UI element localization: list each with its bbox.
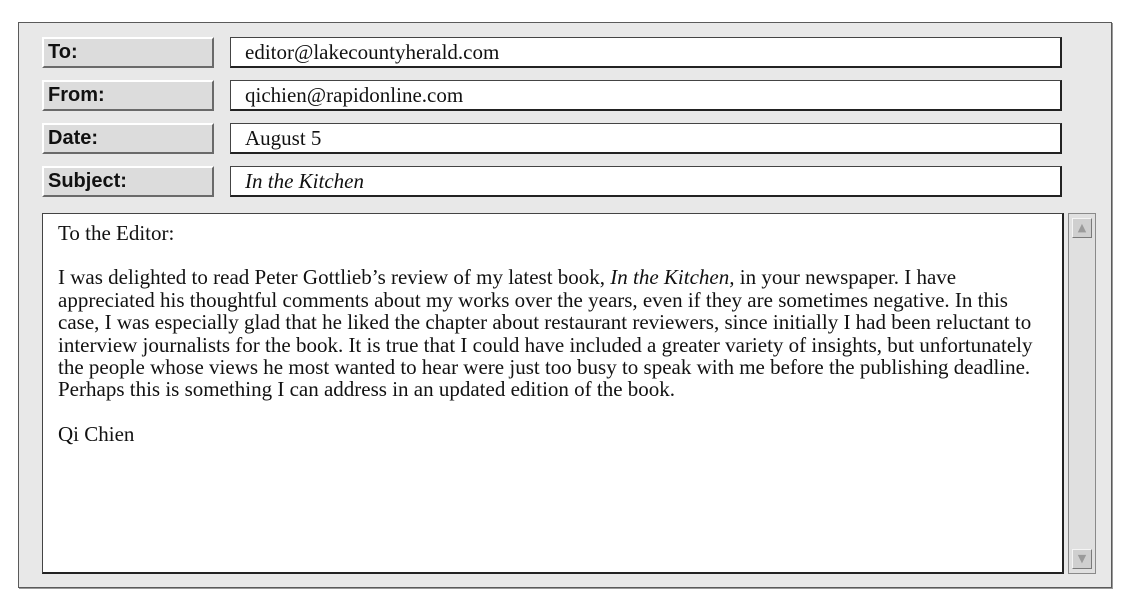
to-row xyxy=(42,37,1064,68)
from-field[interactable]: qichien@rapidonline.com xyxy=(230,80,1062,111)
message-body[interactable] xyxy=(42,213,1064,574)
scroll-down-icon[interactable]: ▼ xyxy=(1072,549,1092,569)
message-paragraph xyxy=(58,266,1043,400)
from-label: From: xyxy=(42,80,214,111)
message-body-part1: I was delighted to read Peter Gottlieb’s review of my latest book, xyxy=(58,265,611,290)
to-label: To: xyxy=(42,37,214,68)
subject-label: Subject: xyxy=(42,166,214,197)
vertical-scrollbar[interactable] xyxy=(1068,213,1096,574)
scroll-up-icon[interactable]: ▲ xyxy=(1072,218,1092,238)
message-signature: Qi Chien xyxy=(58,421,135,446)
message-text xyxy=(58,222,1043,445)
date-field[interactable]: August 5 xyxy=(230,123,1062,154)
to-field[interactable]: editor@lakecountyherald.com xyxy=(230,37,1062,68)
from-row xyxy=(42,80,1064,111)
message-greeting: To the Editor: xyxy=(58,221,175,245)
message-body-part2: in your newspaper. I have appreciated his thoughtful comments about my works over the years, even if they are sometimes negative. In this case, I was especially glad that he liked the chapter about restaurant reviewers, since initially I had been reluctant to interview journalists for the book. It is true that I could have included a greater variety of insights, but unfortunately the people whose views he most wanted to hear were just too busy to speak with me before the publishing deadline. Perhaps this is something I can address in an updated edition of the book. xyxy=(58,265,1033,402)
date-label: Date: xyxy=(42,123,214,154)
email-window xyxy=(18,22,1112,588)
date-row xyxy=(42,123,1064,154)
subject-field[interactable]: In the Kitchen xyxy=(230,166,1062,197)
subject-row xyxy=(42,166,1064,197)
message-book-title: In the Kitchen, xyxy=(610,265,735,290)
